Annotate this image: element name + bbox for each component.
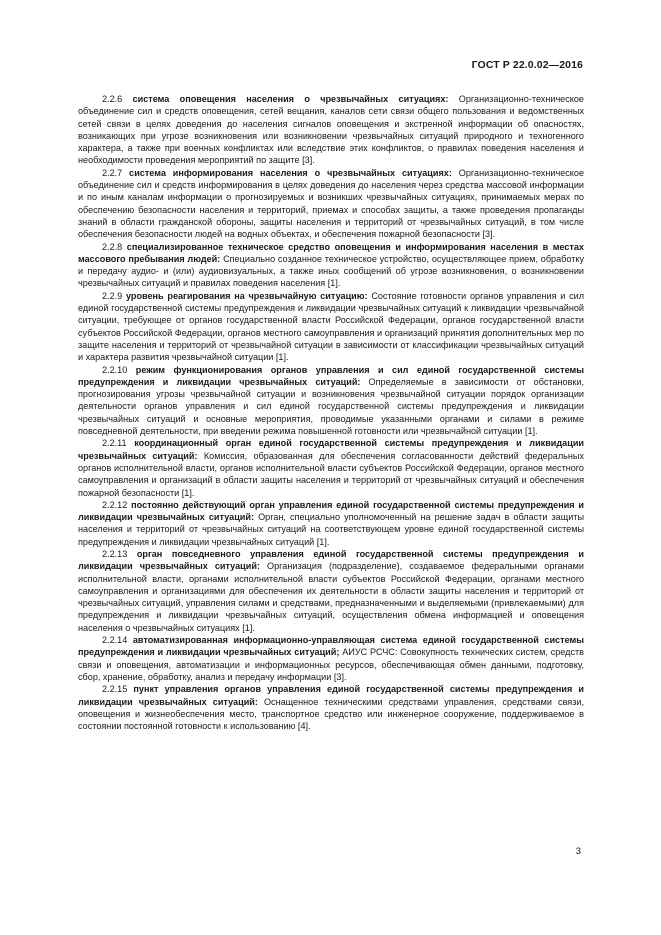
definition-paragraph xyxy=(78,364,584,438)
definition-text: АИУС РСЧС: Совокупность технических систем, средств связи и оповещения, автоматизации и информационных ресурсов, обеспечивающая обмен данными, подготовку, сбор, хранение, обработку, анализ и передачу информации [3]. xyxy=(78,647,585,682)
clause-number: 2.2.15 xyxy=(102,684,128,695)
definition-text: Организационно-техническое объединение сил и средств информирования в целях доведения до населения через средства массовой информации и по иным каналам информации о прогнозируемых и возникших чрезвычайных ситуациях, принимаемых мерах по обеспечению безопасности населения и территорий, приемах и способах защиты, а также проведения пропаганды знаний в области гражданской обороны, защиты населения и территорий от чрезвычайных ситуаций, в том числе обеспечения безопасности людей на водных объектах, и обеспечения пожарной безопасности [3]. xyxy=(78,167,584,240)
definition-text: Оснащенное техническими средствами управления, средствами связи, оповещения и жизнеобеспечения место, транспортное средство или инженерное сооружение, поддерживаемое в состоянии постоянной готовности к использованию [4]. xyxy=(78,696,585,732)
defined-term: постоянно действующий орган управления единой государственной системы предупреждения и ликвидации чрезвычайных ситуаций: xyxy=(78,499,585,523)
definition-paragraph xyxy=(78,548,584,634)
defined-term: координационный орган единой государственной системы предупреждения и ликвидации чрезвычайных ситуаций: xyxy=(78,438,584,461)
defined-term: уровень реагирования на чрезвычайную ситуацию: xyxy=(125,290,368,301)
definition-paragraph xyxy=(78,634,584,683)
definition-text: Организация (подразделение), создаваемое федеральными органами исполнительной власти, органами исполнительной власти субъектов Российской Федерации, органами местного самоуправления и организациями для обеспечения их деятельности в области защиты населения и территорий от чрезвычайных ситуаций, управления силами и средствами, предназначенными и выделяемыми (привлекаемыми) для предупреждения и ликвидации чрезвычайных ситуаций, осуществления обмена информацией и оповещения населения о чрезвычайных ситуациях [1]. xyxy=(78,561,584,633)
defined-term: автоматизированная информационно-управляющая система единой государственной системы предупреждения и ликвидации чрезвычайных ситуаций; xyxy=(78,635,584,658)
page-number: 3 xyxy=(575,846,581,857)
definition-paragraph xyxy=(78,241,584,290)
clause-number: 2.2.7 xyxy=(102,167,123,178)
definition-paragraph xyxy=(78,437,584,498)
definition-text: Состояние готовности органов управления и сил единой государственной системы предупреждения и ликвидации чрезвычайных ситуаций к ликвидации чрезвычайной ситуации, требующее от органов государственной власти Российской Федерации, органов государственной власти субъектов Российской Федерации, органов местного самоуправления и организаций принятия дополнительных мер по защите населения и территорий от чрезвычайной ситуации в зависимости от классификации чрезвычайных ситуаций и характера развития чрезвычайной ситуации [1]. xyxy=(78,290,585,363)
definition-text: Комиссия, образованная для обеспечения согласованности действий федеральных органов исполнительной власти, органов исполнительной власти субъектов Российской Федерации, органов местного самоуправления и организаций в области защиты населения и территорий от чрезвычайных ситуаций и обеспечения пожарной безопасности [1]. xyxy=(78,450,584,498)
clause-number: 2.2.9 xyxy=(102,290,123,301)
clause-number: 2.2.8 xyxy=(102,241,123,252)
clause-number: 2.2.10 xyxy=(102,364,128,375)
definition-paragraph xyxy=(78,167,584,241)
definition-paragraph xyxy=(78,93,584,167)
clause-number: 2.2.12 xyxy=(102,499,128,510)
definition-paragraph xyxy=(78,290,584,364)
definition-text: Орган, специально уполномоченный на решение задач в области защиты населения и территорий от чрезвычайных ситуаций на соответствующем уровне единой государственной системы предупреждения и ликвидации чрезвычайных ситуаций [1]. xyxy=(78,512,584,547)
definition-paragraph xyxy=(78,499,584,548)
clause-number: 2.2.11 xyxy=(102,438,127,449)
document-body xyxy=(78,93,584,732)
definition-paragraph xyxy=(78,683,584,732)
definition-text: Специально созданное техническое устройство, осуществляющее прием, обработку и передачу аудио- и (или) аудиовизуальных, а также иных сообщений об угрозе возникновения, о возникновении чрезвычайных ситуаций и правилах поведения населения [1]. xyxy=(78,253,585,289)
defined-term: пункт управления органов управления единой государственной системы предупреждения и ликвидации чрезвычайных ситуаций: xyxy=(78,684,584,707)
defined-term: режим функционирования органов управления и сил единой государственной системы предупреждения и ликвидации чрезвычайных ситуаций: xyxy=(78,364,585,387)
definition-text: Определяемые в зависимости от обстановки, прогнозирования угрозы чрезвычайной ситуации и возникновения чрезвычайной ситуации порядок организации деятельности органов управления и сил единой государственной системы предупреждения и ликвидации чрезвычайных ситуаций и основные мероприятия, проводимые указанными органами и силами в режиме повседневной деятельности, при введении режима повышенной готовности или чрезвычайной ситуации [1]. xyxy=(78,376,584,437)
defined-term: система оповещения населения о чрезвычайных ситуациях: xyxy=(132,94,449,104)
defined-term: специализированное техническое средство оповещения и информирования населения в местах массового пребывания людей: xyxy=(78,241,584,264)
definition-text: Организационно-техническое объединение сил и средств оповещения, сетей вещания, каналов сети связи общего пользования и ведомственных сетей связи в целях доведения до населения сигналов оповещения и экстренной информации об опасностях, возникающих при угрозе возникновения или возникновении чрезвычайных ситуаций природного и техногенного характера, а также при военных конфликтах или вследствие этих конфликтов, о правилах поведения населения и необходимости проведения мероприятий по защите [3]. xyxy=(78,94,584,166)
clause-number: 2.2.14 xyxy=(102,635,128,646)
defined-term: орган повседневного управления единой государственной системы предупреждения и ликвидации чрезвычайных ситуаций: xyxy=(78,548,584,572)
clause-number: 2.2.13 xyxy=(102,548,128,559)
clause-number: 2.2.6 xyxy=(102,94,123,104)
document-header: ГОСТ Р 22.0.02—2016 xyxy=(471,59,583,71)
defined-term: система информирования населения о чрезвычайных ситуациях: xyxy=(129,167,452,178)
